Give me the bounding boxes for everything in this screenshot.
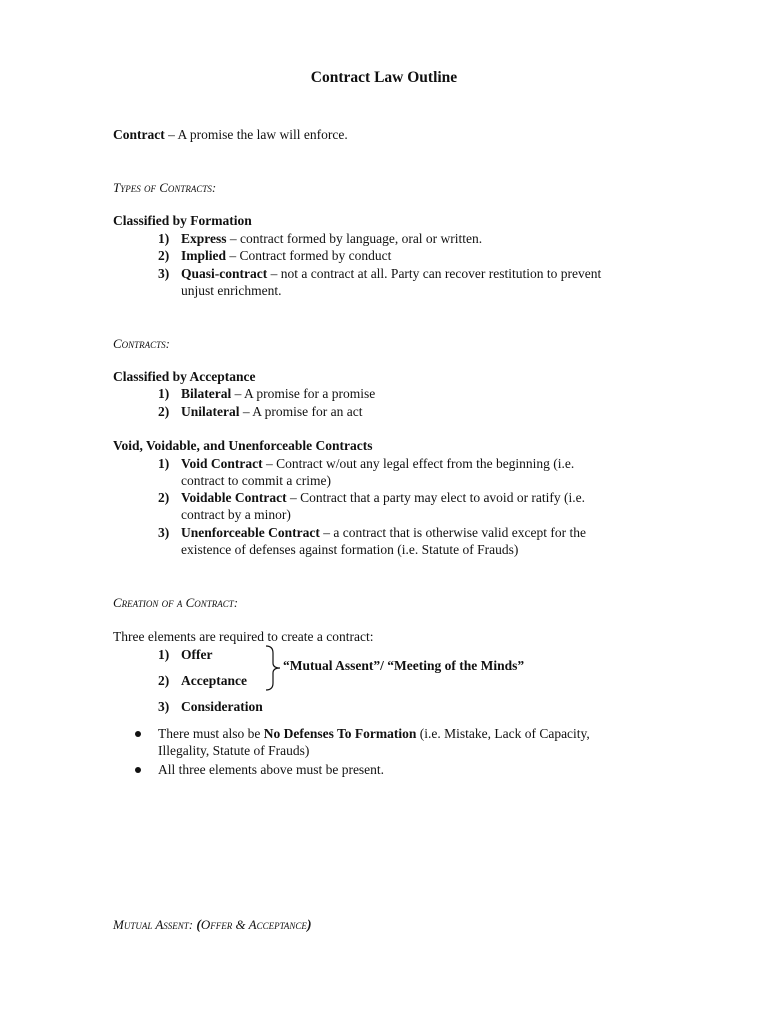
bullet-item [158, 726, 590, 742]
subheading-formation: Classified by Formation [113, 213, 252, 228]
list-item [181, 525, 586, 541]
list-item-continuation: contract to commit a crime) [181, 473, 331, 488]
bullet-icon [135, 767, 141, 773]
list-item-continuation: existence of defenses against formation (i.e. Statute of Frauds) [181, 542, 519, 557]
list-number: 1) [158, 386, 170, 401]
document-title: Contract Law Outline [310, 69, 458, 86]
list-item [181, 231, 482, 247]
element-offer: Offer [181, 647, 213, 662]
subheading-acceptance: Classified by Acceptance [113, 369, 256, 384]
list-number: 2) [158, 404, 170, 419]
heading-part: Offer & Acceptance [200, 917, 307, 932]
bullet-icon [135, 731, 141, 737]
list-item [181, 248, 391, 264]
element-acceptance: Acceptance [181, 673, 247, 688]
list-item-text: – not a contract at all. Party can recover restitution to prevent [267, 266, 602, 281]
section-heading-mutual-assent [113, 917, 311, 933]
bullet-text: (i.e. Mistake, Lack of Capacity, [416, 726, 590, 741]
creation-intro: Three elements are required to create a contract: [113, 629, 374, 644]
list-item-text: – Contract formed by conduct [226, 248, 392, 263]
list-item [181, 490, 585, 506]
subheading-void: Void, Voidable, and Unenforceable Contracts [113, 438, 373, 453]
list-item [181, 456, 574, 472]
list-item [181, 386, 375, 402]
heading-paren: ( [196, 917, 201, 932]
element-consideration: Consideration [181, 699, 263, 714]
section-heading-creation: Creation of a Contract: [113, 595, 239, 610]
list-item-term: Implied [181, 248, 227, 263]
list-item [181, 404, 362, 420]
list-number: 2) [158, 673, 170, 688]
list-item-continuation: unjust enrichment. [181, 283, 282, 298]
list-item-term: Voidable Contract [181, 490, 287, 505]
list-item-term: Quasi-contract [181, 266, 268, 281]
list-item-text: – a contract that is otherwise valid except for the [319, 525, 586, 540]
section-heading-contracts: Contracts: [113, 336, 171, 351]
list-number: 3) [158, 266, 170, 281]
list-item-term: Bilateral [181, 386, 232, 401]
mutual-assent-label: “Mutual Assent”/ “Meeting of the Minds” [283, 658, 525, 673]
list-item-term: Express [181, 231, 227, 246]
list-item-term: Void Contract [181, 456, 263, 471]
definition-text: – A promise the law will enforce. [164, 127, 348, 142]
list-number: 3) [158, 525, 170, 540]
list-item-text: – A promise for a promise [231, 386, 376, 401]
heading-paren: ) [306, 917, 312, 932]
bullet-text: There must also be [158, 726, 264, 741]
list-item-term: Unilateral [181, 404, 240, 419]
contract-definition [113, 127, 348, 143]
bullet-item: All three elements above must be present. [158, 762, 385, 777]
bullet-bold-text: No Defenses To Formation [263, 726, 417, 741]
list-number: 2) [158, 248, 170, 263]
definition-term: Contract [113, 127, 165, 142]
list-item-text: – A promise for an act [239, 404, 363, 419]
list-item-continuation: contract by a minor) [181, 507, 291, 522]
list-number: 1) [158, 647, 170, 662]
section-heading-types: Types of Contracts: [113, 180, 217, 195]
list-number: 2) [158, 490, 170, 505]
list-item-text: – contract formed by language, oral or written. [226, 231, 483, 246]
list-number: 3) [158, 699, 170, 714]
list-item-term: Unenforceable Contract [181, 525, 320, 540]
list-item-text: – Contract w/out any legal effect from the beginning (i.e. [262, 456, 575, 471]
curly-brace-icon [263, 645, 283, 691]
bullet-item-continuation: Illegality, Statute of Frauds) [158, 743, 310, 758]
list-item-text: – Contract that a party may elect to avoid or ratify (i.e. [286, 490, 586, 505]
heading-part: Mutual Assent: [113, 917, 197, 932]
list-number: 1) [158, 231, 170, 246]
list-item [181, 266, 601, 282]
list-number: 1) [158, 456, 170, 471]
